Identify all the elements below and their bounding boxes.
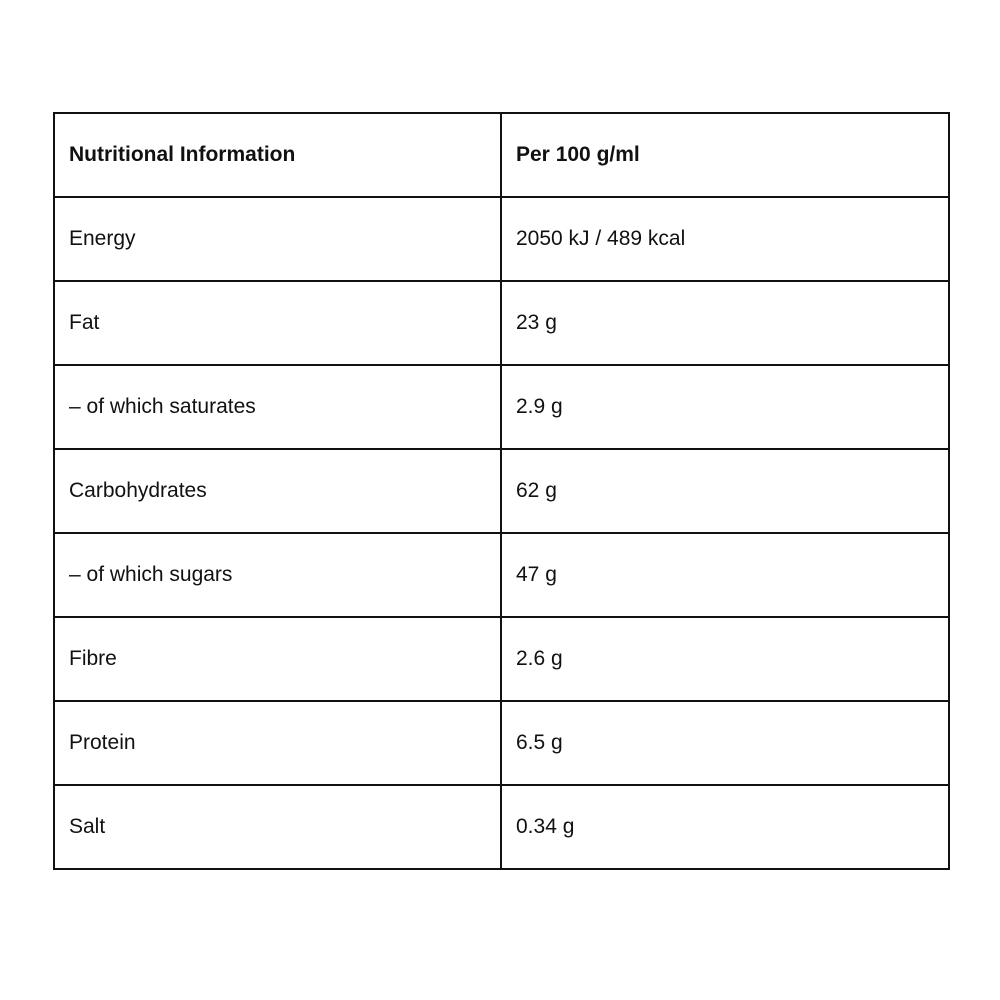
- nutrition-table: [53, 112, 950, 870]
- nutrient-value-cell: 6.5 g: [501, 701, 949, 785]
- table-row: [54, 533, 949, 617]
- nutrient-name-cell: Carbohydrates: [54, 449, 501, 533]
- table-row: [54, 449, 949, 533]
- table-row: [54, 365, 949, 449]
- table-row: [54, 701, 949, 785]
- nutrient-name-cell: Energy: [54, 197, 501, 281]
- nutrient-name-cell: Fat: [54, 281, 501, 365]
- nutrient-value-cell: 23 g: [501, 281, 949, 365]
- nutrient-value-cell: 47 g: [501, 533, 949, 617]
- nutrient-name-cell: – of which saturates: [54, 365, 501, 449]
- column-header-nutrient: Nutritional Information: [54, 113, 501, 197]
- table-row: [54, 785, 949, 869]
- column-header-per-100: Per 100 g/ml: [501, 113, 949, 197]
- nutrient-value-cell: 2.6 g: [501, 617, 949, 701]
- nutrient-value-cell: 2050 kJ / 489 kcal: [501, 197, 949, 281]
- table-header-row: [54, 113, 949, 197]
- table-row: [54, 281, 949, 365]
- nutrient-name-cell: – of which sugars: [54, 533, 501, 617]
- nutrient-name-cell: Protein: [54, 701, 501, 785]
- nutrient-value-cell: 2.9 g: [501, 365, 949, 449]
- nutrient-name-cell: Fibre: [54, 617, 501, 701]
- table-row: [54, 617, 949, 701]
- table-row: [54, 197, 949, 281]
- nutrient-value-cell: 0.34 g: [501, 785, 949, 869]
- nutrient-name-cell: Salt: [54, 785, 501, 869]
- nutrient-value-cell: 62 g: [501, 449, 949, 533]
